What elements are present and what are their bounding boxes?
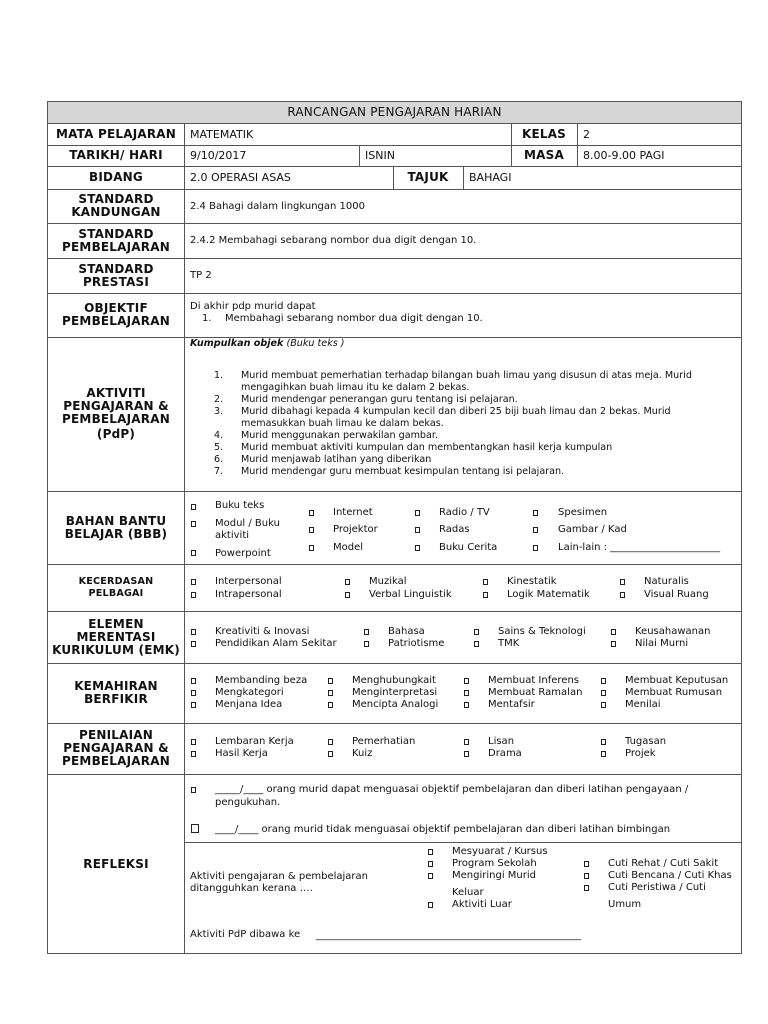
sk-label-2: KANDUNGAN [71,205,161,219]
reason-option-cont: Keluar [452,887,484,898]
penilaian-option: Tugasan [625,736,667,747]
checkbox[interactable] [191,739,196,745]
checkbox[interactable] [309,545,314,551]
checkbox[interactable] [328,678,333,684]
checkbox[interactable] [191,579,196,585]
checkbox[interactable] [601,702,606,708]
dibawa-line[interactable]: _____________________________________________________ [316,930,581,941]
akt-label-2: PENGAJARAN & [63,399,169,413]
emk-label [48,611,184,663]
akt-label-4: (PdP) [96,427,136,441]
bbb-label [48,491,184,564]
checkbox[interactable] [601,751,606,757]
kb-option: Menjana Idea [215,699,283,710]
checkbox[interactable] [464,751,469,757]
dibawa-label: Aktiviti PdP dibawa ke [190,929,301,940]
ditangguh-1: Aktiviti pengajaran & pembelajaran [190,871,368,882]
aktiviti-item: 5. Murid membuat aktiviti kumpulan dan membentangkan hasil kerja kumpulan [214,442,613,453]
mata-pelajaran-label: MATA PELAJARAN [55,126,177,141]
kecerdasan-option: Logik Matematik [507,589,590,600]
aktiviti-item: 7. Murid mendengar guru membuat kesimpulan tentang isi pelajaran. [214,466,565,477]
checkbox[interactable] [191,521,196,527]
bbb-option: Radio / TV [439,507,490,518]
kb-option: Membuat Keputusan [625,675,729,686]
reason-option: Mesyuarat / Kursus [452,846,548,857]
reason-option-cont: Umum [608,899,642,910]
pen-label-1: PENILAIAN [78,728,154,742]
penilaian-option: Projek [625,748,656,759]
standard-pembelajaran-label [48,223,184,258]
objektif-item: Membahagi sebarang nombor dua digit dengan 10. [225,313,483,324]
kb-option: Membuat Rumusan [625,687,723,698]
checkbox[interactable] [601,739,606,745]
ditangguh-2: ditangguhkan kerana …. [190,883,313,894]
checkbox[interactable] [474,641,479,647]
tarikh-label: TARIKH/ HARI [69,148,163,162]
reason-option: Mengiringi Murid [452,870,536,881]
kecerdasan-option: Verbal Linguistik [369,589,452,600]
aktiviti-item: 2. Murid mendengar penerangan guru tentang isi pelajaran. [214,394,518,405]
kelas-value: 2 [583,127,590,141]
sp-label-1: STANDARD [78,226,154,241]
checkbox[interactable] [191,592,196,598]
emk-option: Keusahawanan [635,626,711,637]
objektif-intro: Di akhir pdp murid dapat [190,301,316,312]
bbb-option: Buku teks [215,500,265,511]
emk-option: Bahasa [388,626,425,637]
checkbox[interactable] [620,579,625,585]
checkbox[interactable] [328,739,333,745]
checkbox[interactable] [191,629,196,635]
aktiviti-label [48,337,184,491]
checkbox[interactable] [428,849,433,855]
checkbox[interactable] [191,690,196,696]
aktiviti-heading-note: (Buku teks ) [286,338,345,349]
checkbox[interactable] [601,690,606,696]
kec-label-1: KECERDASAN [78,575,154,587]
kb-option: Membuat Inferens [488,675,579,686]
reason-option: Program Sekolah [452,858,537,869]
checkbox[interactable] [191,751,196,757]
aktiviti-item: 6. Murid menjawab latihan yang diberikan [214,454,432,465]
bbb-label-2: BELAJAR (BBB) [64,526,168,541]
checkbox[interactable] [464,702,469,708]
standard-pembelajaran-value: 2.4.2 Membahagi sebarang nombor dua digit dengan 10. [190,235,477,246]
bidang-label: BIDANG [89,170,143,184]
reason-option: Cuti Peristiwa / Cuti [608,882,706,893]
kb-option: Menghubungkait [352,675,436,686]
emk-option: Kreativiti & Inovasi [215,626,310,637]
checkbox[interactable] [620,592,625,598]
checkbox[interactable] [428,873,433,879]
tarikh-date: 9/10/2017 [190,149,247,162]
emk-option: TMK [498,638,520,649]
checkbox[interactable] [483,579,488,585]
checkbox[interactable] [601,678,606,684]
kb-option: Membuat Ramalan [488,687,583,698]
checkbox[interactable] [533,527,538,533]
checkbox[interactable] [464,739,469,745]
checkbox[interactable] [191,641,196,647]
pen-label-2: PENGAJARAN & [63,741,169,755]
aktiviti-heading-row [190,338,345,350]
kelas-label: KELAS [521,126,567,141]
standard-kandungan-value: 2.4 Bahagi dalam lingkungan 1000 [190,200,365,212]
masa-label: MASA [524,148,564,162]
penilaian-option: Pemerhatian [352,736,416,747]
checkbox[interactable] [191,824,199,833]
penilaian-option: Kuiz [352,748,373,759]
checkbox[interactable] [345,579,350,585]
bbb-option: Radas [439,524,470,535]
bbb-option: Projektor [333,524,378,535]
penilaian-label [48,723,184,774]
tarikh-day: ISNIN [365,149,395,162]
bbb-option: Gambar / Kad [558,524,627,535]
aktiviti-item: 4. Murid menggunakan perwakilan gambar. [214,430,439,441]
emk-option: Sains & Teknologi [498,626,586,637]
aktiviti-item: 1. Murid membuat pemerhatian terhadap bilangan buah limau yang disusun di atas meja. Murid mengagihkan buah limau itu ke dalam 2 bekas. [214,370,692,393]
objektif-label [48,293,184,337]
form-title: RANCANGAN PENGAJARAN HARIAN [287,105,502,119]
masa-value: 8.00-9.00 PAGI [583,149,665,162]
kecerdasan-option: Interpersonal [215,576,282,587]
checkbox[interactable] [328,751,333,757]
bbb-option: Buku Cerita [439,542,498,553]
checkbox[interactable] [533,510,538,516]
bidang-value: 2.0 OPERASI ASAS [190,171,291,184]
checkbox[interactable] [415,545,420,551]
refleksi-line1a: _____/____ orang murid dapat menguasai objektif pembelajaran dan diberi latihan pengayaan / [215,784,689,795]
emk-option: Pendidikan Alam Sekitar [215,638,337,649]
checkbox[interactable] [191,702,196,708]
kec-label-2: PELBAGAI [88,587,144,599]
mata-pelajaran-value: MATEMATIK [190,127,254,141]
kb-option: Mencipta Analogi [352,699,439,710]
checkbox[interactable] [464,690,469,696]
bbb-label-1: BAHAN BANTU [65,513,167,528]
refleksi-line2: ____/____ orang murid tidak menguasai objektif pembelajaran dan diberi latihan bimbingan [215,824,671,835]
kecerdasan-option: Kinestatik [507,576,557,587]
obj-label-1: OBJEKTIF [84,301,148,315]
checkbox[interactable] [584,885,589,891]
checkbox[interactable] [428,902,433,908]
checkbox[interactable] [191,550,196,556]
kecerdasan-option: Naturalis [644,576,689,587]
emk-option: Patriotisme [388,638,445,649]
checkbox[interactable] [611,629,616,635]
kb-option: Mengkategori [215,687,284,698]
akt-label-1: AKTIVITI [86,386,146,400]
spr-label-2: PRESTASI [82,274,150,289]
kecerdasan-option: Muzikal [369,576,407,587]
checkbox[interactable] [364,629,369,635]
checkbox[interactable] [191,787,196,793]
kecerdasan-label [48,564,184,611]
kecerdasan-option: Intrapersonal [215,589,282,600]
obj-label-2: PEMBELAJARAN [62,314,170,328]
bbb-option: aktiviti [215,530,250,541]
kb-option: Mentafsir [488,699,535,710]
penilaian-option: Hasil Kerja [215,748,268,759]
checkbox[interactable] [415,510,420,516]
reason-option: Cuti Rehat / Cuti Sakit [608,858,719,869]
bbb-option: Spesimen [558,507,608,518]
reason-option: Cuti Bencana / Cuti Khas [608,870,732,881]
emk-label-1: ELEMEN [88,616,144,631]
objektif-item-num: 1. [202,313,212,324]
standard-prestasi-value: TP 2 [190,270,212,281]
tajuk-label: TAJUK [407,170,449,184]
checkbox[interactable] [328,702,333,708]
penilaian-option: Lembaran Kerja [215,736,294,747]
checkbox[interactable] [611,641,616,647]
bbb-option: Lain-lain : ______________________ [558,542,721,553]
penilaian-option: Drama [488,748,522,759]
bbb-option: Internet [333,507,373,518]
checkbox[interactable] [364,641,369,647]
aktiviti-list [214,370,736,478]
checkbox[interactable] [464,678,469,684]
emk-option: Nilai Murni [635,638,689,649]
checkbox[interactable] [415,527,420,533]
checkbox[interactable] [428,861,433,867]
sk-label-1: STANDARD [78,192,154,206]
kb-option: Menilai [625,699,661,710]
penilaian-option: Lisan [488,736,515,747]
kb-label-2: BERFIKIR [84,692,148,706]
standard-prestasi-label [48,258,184,293]
kb-option: Membanding beza [215,675,308,686]
checkbox[interactable] [584,873,589,879]
checkbox[interactable] [191,678,196,684]
checkbox[interactable] [533,545,538,551]
refleksi-label: REFLEKSI [83,856,149,871]
bbb-option: Model [333,542,364,553]
emk-label-2: MERENTASI [76,629,156,644]
bbb-option: Powerpoint [215,548,271,559]
kb-option: Menginterpretasi [352,687,438,698]
checkbox[interactable] [345,592,350,598]
checkbox[interactable] [309,527,314,533]
checkbox[interactable] [584,861,589,867]
checkbox[interactable] [328,690,333,696]
checkbox[interactable] [483,592,488,598]
kemahiran-label [48,663,184,723]
checkbox[interactable] [191,504,196,510]
checkbox[interactable] [309,510,314,516]
akt-label-3: PEMBELAJARAN [62,412,170,426]
checkbox[interactable] [474,629,479,635]
reason-option: Aktiviti Luar [452,899,512,910]
emk-label-3: KURIKULUM (EMK) [52,642,180,657]
spr-label-1: STANDARD [78,261,154,276]
aktiviti-item: 3. Murid dibahagi kepada 4 kumpulan kecil dan diberi 25 biji buah limau dan 2 bekas. Murid memasukkan buah limau ke dalam bekas. [214,406,671,429]
rph-form [47,101,742,954]
sp-label-2: PEMBELAJARAN [62,239,170,254]
kecerdasan-option: Visual Ruang [644,589,709,600]
tajuk-value: BAHAGI [469,171,512,184]
kb-label-1: KEMAHIRAN [74,679,158,693]
pen-label-3: PEMBELAJARAN [62,754,170,768]
aktiviti-heading: Kumpulkan objek [190,338,284,349]
standard-kandungan-label [48,189,184,223]
refleksi-line1b: pengukuhan. [215,797,281,808]
bbb-option: Modul / Buku [215,518,280,529]
